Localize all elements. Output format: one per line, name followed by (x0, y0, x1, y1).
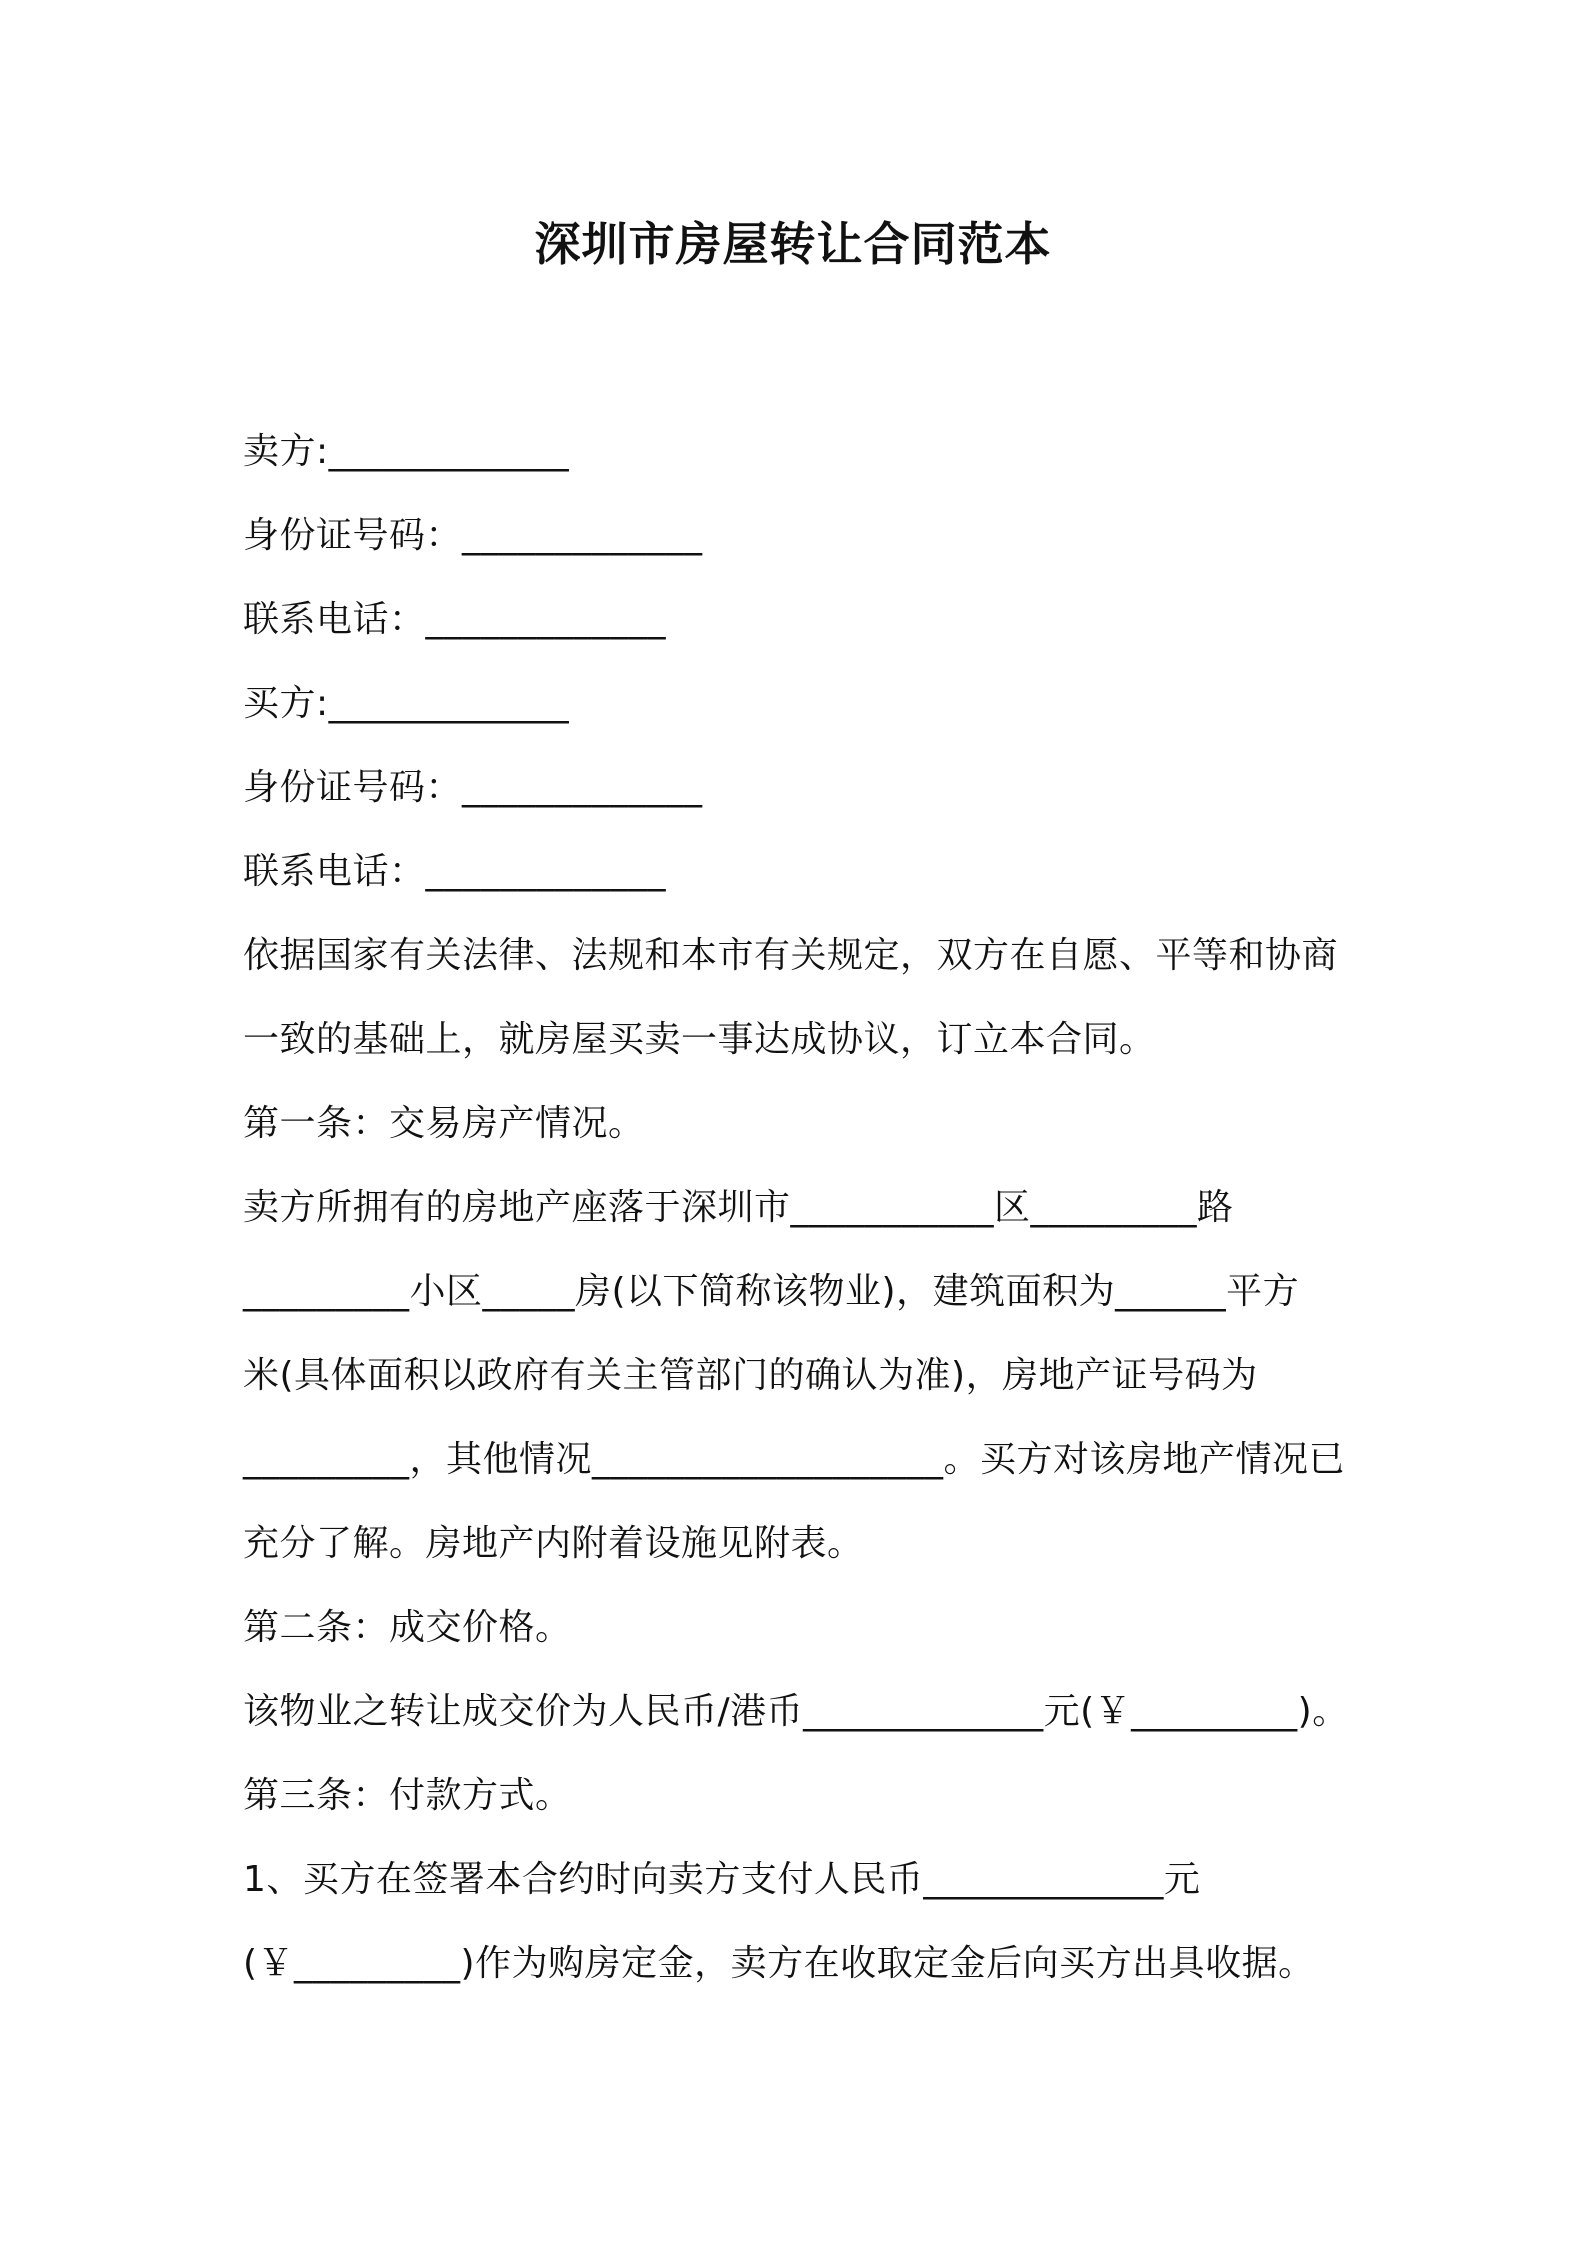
seller-id-line: 身份证号码：_____________ (243, 515, 703, 556)
buyer-phone-line: 联系电话：_____________ (243, 851, 667, 892)
article-3-heading: 第三条：付款方式。 (243, 1775, 572, 1816)
article-1-line-3: 米(具体面积以政府有关主管部门的确认为准)，房地产证号码为 (243, 1355, 1258, 1396)
preamble-line-1: 依据国家有关法律、法规和本市有关规定，双方在自愿、平等和协商 (243, 935, 1339, 976)
seller-phone-line: 联系电话：_____________ (243, 599, 667, 640)
document-title: 深圳市房屋转让合同范本 (534, 217, 1052, 271)
document-body (243, 410, 1393, 2006)
buyer-id-line: 身份证号码：_____________ (243, 767, 703, 808)
seller-name-line: 卖方:_____________ (243, 431, 570, 472)
article-1-heading: 第一条：交易房产情况。 (243, 1103, 645, 1144)
preamble-line-2: 一致的基础上，就房屋买卖一事达成协议，订立本合同。 (243, 1019, 1156, 1060)
buyer-name-line: 买方:_____________ (243, 683, 570, 724)
article-1-line-2: _________小区_____房(以下简称该物业)，建筑面积为______平方 (243, 1271, 1300, 1312)
article-3-line-1: 1、买方在签署本合约时向卖方支付人民币_____________元 (243, 1859, 1201, 1900)
article-3-line-2: (￥_________)作为购房定金，卖方在收取定金后向买方出具收据。 (243, 1943, 1315, 1984)
article-1-line-5: 充分了解。房地产内附着设施见附表。 (243, 1523, 864, 1564)
article-1-line-1: 卖方所拥有的房地产座落于深圳市___________区_________路 (243, 1187, 1234, 1228)
article-1-line-4: _________，其他情况___________________。买方对该房地产情况已 (243, 1439, 1346, 1480)
article-2-line-1: 该物业之转让成交价为人民币/港币_____________元(￥_________)。 (243, 1691, 1349, 1732)
article-2-heading: 第二条：成交价格。 (243, 1607, 572, 1648)
